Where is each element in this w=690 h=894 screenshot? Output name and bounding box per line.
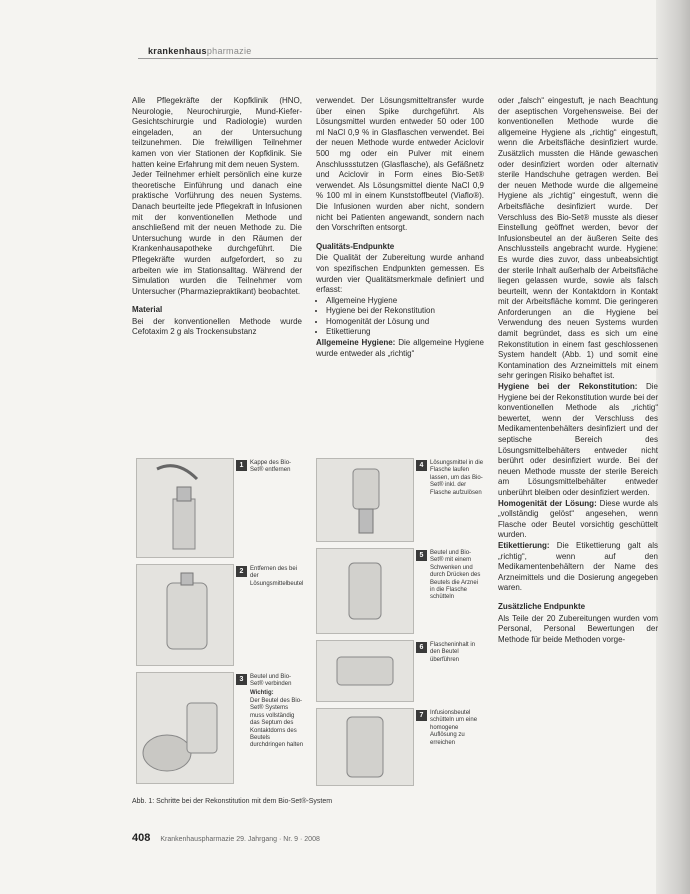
inline-heading: Etikettierung: [498,540,550,550]
step-number: 1 [236,460,247,471]
step-number: 6 [416,642,427,653]
paragraph [316,338,484,359]
hands-connecting-illustration [137,673,233,783]
shaking-illustration [317,549,413,633]
list-item: • Hygiene bei der Rekonstitution [326,306,484,317]
vial-illustration [137,459,233,557]
paragraph [498,499,658,541]
figure-photo-step-4 [316,458,414,542]
figure-photo-step-2 [136,564,234,666]
infusion-bag-illustration [137,565,233,665]
step-number: 7 [416,710,427,721]
list-item: • Homogenität der Lösung und [326,317,484,328]
paragraph-text: Die allgemeine Hygiene wurde entweder als „richtig“ [316,338,484,358]
step-number: 3 [236,674,247,685]
list-item: • Etikettierung [326,327,484,338]
paragraph [498,541,658,594]
paragraph: Die Qualität der Zubereitung wurde anhand von spezifischen Endpunkten gemessen. Es wurden vier Qualitätsmerkmale definiert und erfasst: [316,253,484,295]
step-number: 4 [416,460,427,471]
header-rule [138,58,658,59]
section-heading-additional-endpoints: Zusätzliche Endpunkte [498,601,586,611]
bag-and-vial-illustration [317,459,413,541]
text-column-2 [316,96,484,359]
figure-photo-step-5 [316,548,414,634]
paragraph [498,382,658,499]
warning-text: Der Beutel des Bio-Set® Systems muss vollständig das Septum des Kontaktdorns des Beutels durchdringen halten [250,698,304,749]
step-text: Entfernen des bei der Lösungsmittelbeutel [250,566,304,587]
inline-heading: Hygiene bei der Rekonstitution: [498,382,638,392]
endpoint-list [316,296,484,338]
section-heading-material: Material [132,305,163,315]
step-text: Lösungsmittel in die Flasche laufen lassen, um das Bio-Set® inkl. der Flasche aufzulösen [430,460,484,496]
inline-heading: Homogenität der Lösung: [498,498,597,508]
paragraph-text: Diese wurde als „vollständig gelöst“ angesehen, wenn Flasche oder Beutel vorsichtig geschüttelt wurden. [498,498,658,540]
step-text: Beutel und Bio-Set® mit einem Schwenken und durch Drücken des Beutels die Arznei in die Flasche schütteln [430,550,481,601]
book-binding-shadow [656,0,690,894]
step-text: Flascheninhalt in den Beutel überführen [430,642,476,663]
paragraph-text: Die Hygiene bei der Rekonstitution wurde bei der konventionellen Methode als „richtig“ bewertet, wenn der Verschluss des Medikamentenbehälters desinfiziert und der septische Bereich des Lösungsmittelbehälters entweder nicht berührt oder desinfiziert wurde. Bei der neuen Methode musste der sterile Bereich am Lösungsmittelbehälter entweder unberührt bleiben oder desinfiziert werden. [498,382,658,497]
header-subsection: pharmazie [206,46,252,56]
paragraph: Jeder Teilnehmer erhielt persönlich eine kurze theoretische Einführung und danach eine praktische Vorführung des neuen Systems. Danach beurteilte jede Pflegekraft in Infusionen mit der konventionellen Methode und anschließend mit der neuen Methode zu. Die Untersuchung wurde in den Räumen der Krankenhausapotheke durchgeführt. Die Pflegekräfte wurden aufgefordert, so zu arbeiten wie im Stationsalltag. Während der Simulation wurden die Teilnehmer vom Untersucher (Pharmaziepraktikant) beobachtet. [132,170,302,296]
text-column-1 [132,96,302,338]
step-number: 5 [416,550,427,561]
figure-photo-step-6 [316,640,414,702]
transfer-illustration [317,641,413,701]
header-section: krankenhaus [148,46,207,56]
running-header [148,46,252,56]
step-text: Infusionsbeutel schütteln um eine homogene Auflösung zu erreichen [430,710,478,746]
journal-citation: Krankenhauspharmazie 29. Jahrgang · Nr. 9 · 2008 [160,836,320,843]
paragraph: Als Teile der 20 Zubereitungen wurden vom Personal, Personal Bewertungen der Methode für beide Methoden vorge- [498,613,658,644]
paragraph: oder „falsch“ eingestuft, je nach Beachtung der aseptischen Vorgehensweise. Bei der konventionellen Methode wurde die allgemeine Hygiene als „richtig“ eingestuft, wenn die Arbeitsfläche desinfiziert wurde. Zusätzlich mussten die Hände gewaschen oder desinfiziert worden oder alternativ sterile Handschuhe getragen werden. Bei der neuen Methode wurde die allgemeine Hygiene als „richtig“ eingestuft, wenn die Arbeitsfläche desinfiziert wurde. Der Verschluss des Bio-Set® musste als dieser Einstellung geöffnet werden, bevor der Infusionsbeutel an der äußeren Seite des Anschlussteils angebracht wurde. Hygiene: Es wurde dies zuvor, dass unbeabsichtigt der sterile Inhalt außerhalb der Arbeitsfläche liegen gelassen wurde, sowie als falsch beurteilt, wenn der Kontaktdorn in Kontakt mit der Arbeitsfläche kommt. Die geringeren Anforderungen an die Hygiene bei Verwendung des neuen Systems wurden damit begründet, dass es sich um eine Rekonstitution in einem fast geschlossenen System handelt (Abb. 1) und somit eine Kontamination des Arzneimittels mit einem sehr geringen Risiko behaftet ist. [498,96,658,381]
paragraph: Alle Pflegekräfte der Kopfklinik (HNO, Neurologie, Neurochirurgie, Mund-Kiefer-Gesichtschirurgie und Radiologie) wurden eingeladen, an der Untersuchung teilzunehmen. Die freiwilligen Teilnehmer kamen von vier Stationen der Kopfklinik. Sie hatten keine Erfahrung mit dem neuen System. [132,96,302,169]
final-bag-illustration [317,709,413,785]
figure-photo-step-1 [136,458,234,558]
section-heading-quality-endpoints: Qualitäts-Endpunkte [316,241,395,251]
figure-caption: Abb. 1: Schritte bei der Rekonstitution mit dem Bio-Set®-System [132,798,333,805]
paragraph-text: Die Etikettierung galt als „richtig“, wenn auf den Medikamentenbehältern der Name des Arzneimittels und die Dosierung angegeben waren. [498,540,658,593]
list-item: • Allgemeine Hygiene [326,296,484,307]
figure-photo-step-3 [136,672,234,784]
paragraph: verwendet. Der Lösungsmitteltransfer wurde über einen Spike durchgeführt. Als Lösungsmittel wurden entweder 50 oder 100 ml NaCl 0,9 % in Glasflaschen verwendet. Bei der neuen Methode wurde entweder Aciclovir 500 mg oder ein Pulver mit einem Anschlussstutzen (Glasflasche), als Gefäßnetz und Aciclovir in Form eines Bio-Set® verwendet. Als Lösungsmittel diente NaCl 0,9 % 100 ml in einem Kunststoffbeutel (Viaflo®). Die Infusionen wurden aber nicht, sondern nicht bei Patienten angewandt, sondern nach den Vorschriften entsorgt. [316,96,484,233]
warning-title: Wichtig: [250,690,274,696]
step-text: Beutel und Bio-Set® verbinden [250,674,292,688]
step-number: 2 [236,566,247,577]
page-footer [132,832,320,844]
text-column-3 [498,96,658,645]
page-number: 408 [132,832,151,844]
inline-heading: Allgemeine Hygiene: [316,338,396,348]
paragraph: Bei der konventionellen Methode wurde Cefotaxim 2 g als Trockensubstanz [132,316,302,337]
step-text: Kappe des Bio-Set® entfernen [250,460,292,474]
figure-1 [132,452,484,790]
figure-photo-step-7 [316,708,414,786]
